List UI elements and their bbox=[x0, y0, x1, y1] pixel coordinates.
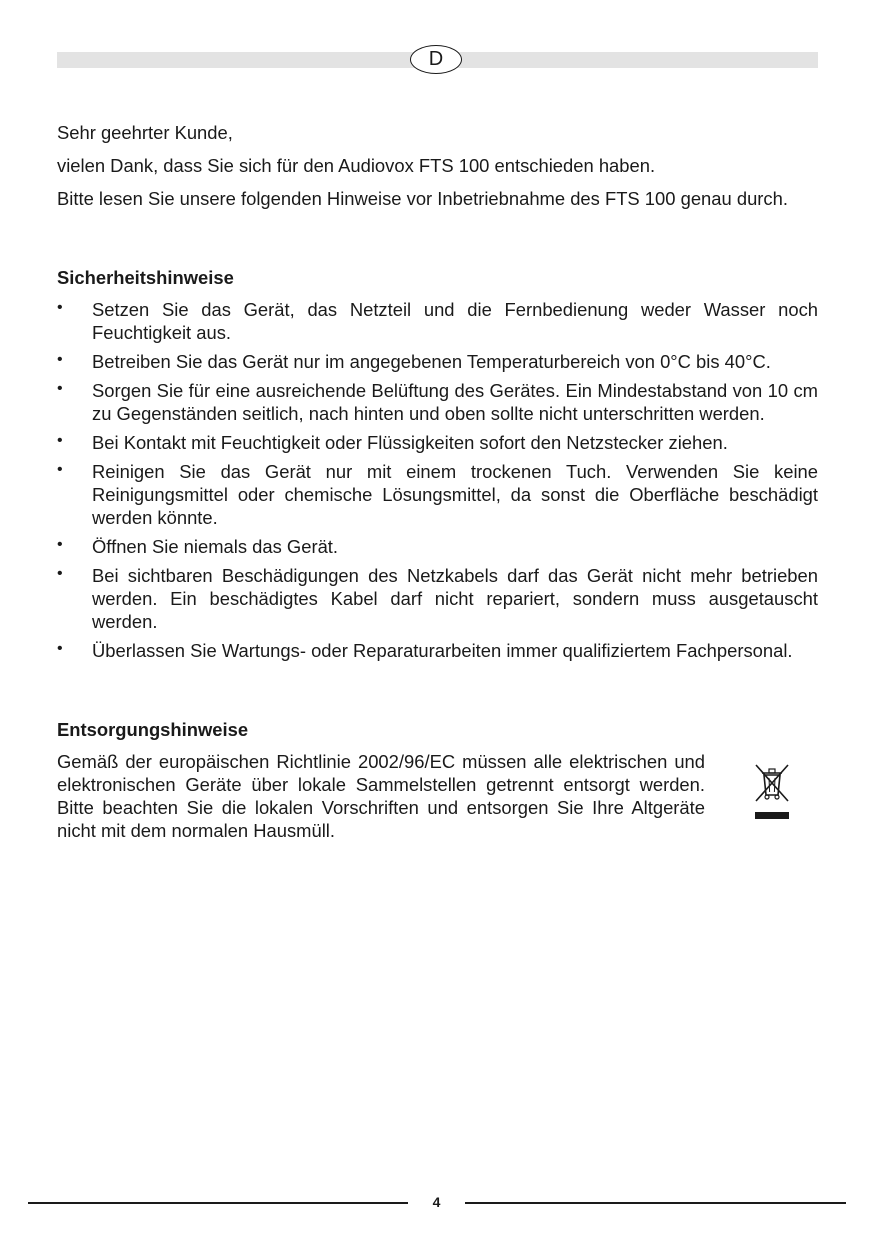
safety-item-text: Öffnen Sie niemals das Gerät. bbox=[92, 536, 339, 557]
disposal-text: Gemäß der europäischen Richtlinie 2002/96/EC müssen alle elektrischen und elektronischen Geräte über lokale Sammelstellen getrennt entsorgt werden. Bitte beachten Sie die lokalen Vorschriften und entsorgen Sie Ihre Altgeräte nicht mit dem normalen Hausmüll. bbox=[57, 751, 705, 841]
safety-item bbox=[57, 431, 818, 454]
page-content bbox=[57, 121, 818, 842]
safety-item-text: Sorgen Sie für eine ausreichende Belüftung des Gerätes. Ein Mindestabstand von 10 cm zu Gegenständen seitlich, nach hinten und oben sollte nicht unterschritten werden. bbox=[92, 380, 818, 424]
safety-item bbox=[57, 639, 818, 662]
bullet: • bbox=[57, 640, 63, 657]
language-badge: D bbox=[410, 45, 462, 74]
page-number: 4 bbox=[432, 1194, 441, 1210]
safety-item-text: Reinigen Sie das Gerät nur mit einem trockenen Tuch. Verwenden Sie keine Reinigungsmittel oder chemische Lösungsmittel, da sonst die Oberfläche beschädigt werden könnte. bbox=[92, 461, 818, 528]
safety-item bbox=[57, 298, 818, 344]
bullet: • bbox=[57, 432, 63, 449]
safety-item bbox=[57, 350, 818, 373]
bullet: • bbox=[57, 536, 63, 553]
safety-item bbox=[57, 460, 818, 529]
disposal-section bbox=[57, 750, 818, 842]
safety-item-text: Setzen Sie das Gerät, das Netzteil und die Fernbedienung weder Wasser noch Feuchtigkeit aus. bbox=[92, 299, 818, 343]
bullet: • bbox=[57, 565, 63, 582]
safety-list bbox=[57, 298, 818, 662]
bullet: • bbox=[57, 299, 63, 316]
bullet: • bbox=[57, 380, 63, 397]
bullet: • bbox=[57, 351, 63, 368]
safety-item-text: Überlassen Sie Wartungs- oder Reparaturarbeiten immer qualifiziertem Fachpersonal. bbox=[92, 640, 793, 661]
footer-rule-left bbox=[28, 1202, 408, 1204]
disposal-heading: Entsorgungshinweise bbox=[57, 719, 249, 740]
safety-item bbox=[57, 379, 818, 425]
bullet: • bbox=[57, 461, 63, 478]
safety-heading: Sicherheitshinweise bbox=[57, 267, 234, 288]
thanks-text: vielen Dank, dass Sie sich für den Audiovox FTS 100 entschieden haben. bbox=[57, 155, 656, 176]
footer-rule-right bbox=[465, 1202, 846, 1204]
safety-item-text: Betreiben Sie das Gerät nur im angegebenen Temperaturbereich von 0°C bis 40°C. bbox=[92, 351, 771, 372]
weee-crossed-bin-icon bbox=[753, 762, 791, 824]
safety-item bbox=[57, 535, 818, 558]
safety-item-text: Bei sichtbaren Beschädigungen des Netzkabels darf das Gerät nicht mehr betrieben werden. Ein beschädigtes Kabel darf nicht repariert, sondern muss ausgetauscht werden. bbox=[92, 565, 818, 632]
greeting: Sehr geehrter Kunde, bbox=[57, 122, 233, 143]
intro-instruction: Bitte lesen Sie unsere folgenden Hinweise vor Inbetriebnahme des FTS 100 genau durch. bbox=[57, 188, 788, 209]
safety-item bbox=[57, 564, 818, 633]
safety-item-text: Bei Kontakt mit Feuchtigkeit oder Flüssigkeiten sofort den Netzstecker ziehen. bbox=[92, 432, 728, 453]
